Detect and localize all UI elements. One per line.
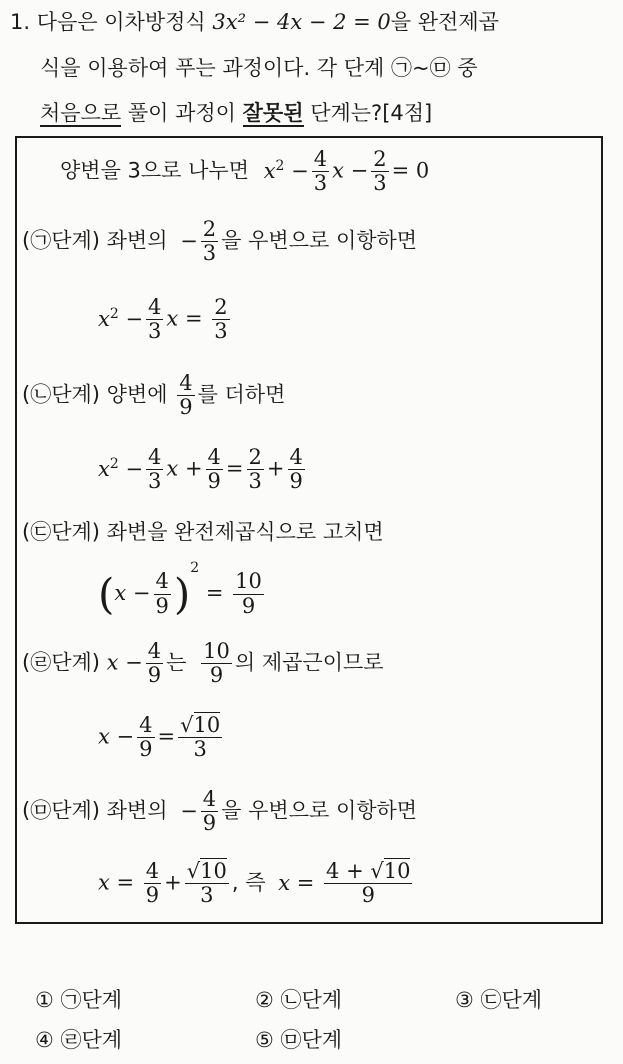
step-b-label: (㉡단계) 양변에 xyxy=(22,382,168,407)
question-equation: 3x² − 4x − 2 = 0 xyxy=(212,10,391,34)
choice-5-marker: ⑤ xyxy=(255,1028,274,1052)
step-e-tail: 을 우변으로 이항하면 xyxy=(221,798,418,823)
step-e-line: (㉤단계) 좌변의 − $\frac{4}{9}$ 을 우변으로 이항하면 xyxy=(22,787,418,836)
choice-3-marker: ③ xyxy=(455,988,474,1012)
step-b-tail: 를 더하면 xyxy=(197,382,286,407)
question-number: 1. xyxy=(10,10,31,34)
step-b-line: (㉡단계) 양변에 $\frac{4}{9}$ 를 더하면 xyxy=(22,371,286,420)
intro-line: 양변을 3으로 나누면 $x^2$ − $\frac{4}{3}$ x − $\frac{2}{3}$ = 0 xyxy=(60,147,430,196)
step-d-tail: 의 제곱근이므로 xyxy=(234,650,384,675)
question-text-c: 풀이 과정이 xyxy=(127,101,236,125)
step-e-equation: x = $\frac{4}{9}$ + $\frac{√10}{3}$ , 즉 x = $\frac{4 + √10}{9}$ xyxy=(98,859,411,908)
step-d-line: (㉣단계) x − $\frac{4}{9}$ 는 $\frac{10}{9}$ 의 제곱근이므로 xyxy=(22,639,384,688)
question-line-2: 식을 이용하여 푸는 과정이다. 각 단계 ㉠~㉤ 중 xyxy=(40,56,478,80)
intro-text: 양변을 3으로 나누면 xyxy=(60,158,249,183)
question-text-d: 단계는?[4점] xyxy=(310,101,433,125)
question-text-a: 다음은 이차방정식 xyxy=(36,10,206,34)
step-a-line: (㉠단계) 좌변의 − $\frac{2}{3}$ 을 우변으로 이항하면 xyxy=(22,217,418,266)
choice-2-marker: ② xyxy=(255,988,274,1012)
choice-4[interactable] xyxy=(35,1024,122,1054)
step-a-label: (㉠단계) 좌변의 xyxy=(22,228,168,253)
step-b-equation: $x^2$ − $\frac{4}{3}$ x + $\frac{4}{9}$ = $\frac{2}{3}$ + $\frac{4}{9}$ xyxy=(98,445,303,494)
choice-4-marker: ④ xyxy=(35,1028,54,1052)
question-line-1 xyxy=(10,6,499,36)
step-c-equation: (x − $\frac{4}{9}$ )$^2$ = $\frac{10}{9}$ xyxy=(98,560,262,619)
step-e-label: (㉤단계) 좌변의 xyxy=(22,798,168,823)
choice-1[interactable] xyxy=(35,984,122,1014)
final-sep: , 즉 xyxy=(231,870,266,895)
step-d-equation: x − $\frac{4}{9}$ = $\frac{√10}{3}$ xyxy=(98,713,221,762)
choice-4-label: ㉣단계 xyxy=(60,1028,123,1052)
choice-2-label: ㉡단계 xyxy=(280,988,343,1012)
choice-3-label: ㉢단계 xyxy=(480,988,543,1012)
step-a-equation: $x^2$ − $\frac{4}{3}$ x = $\frac{2}{3}$ xyxy=(98,295,228,344)
emphasis-first: 처음으로 xyxy=(40,101,122,125)
step-d-mid: 는 xyxy=(166,650,187,675)
choice-5[interactable] xyxy=(255,1024,342,1054)
step-a-tail: 을 우변으로 이항하면 xyxy=(221,228,418,253)
choice-2[interactable] xyxy=(255,984,342,1014)
question-text-b: 을 완전제곱 xyxy=(390,10,499,34)
choice-5-label: ㉤단계 xyxy=(280,1028,343,1052)
choice-1-label: ㉠단계 xyxy=(60,988,123,1012)
step-c-line: (㉢단계) 좌변을 완전제곱식으로 고치면 xyxy=(22,520,384,544)
question-line-3 xyxy=(40,97,432,127)
emphasis-wrong: 잘못된 xyxy=(242,101,304,125)
choice-1-marker: ① xyxy=(35,988,54,1012)
step-d-label: (㉣단계) xyxy=(22,650,100,675)
choice-3[interactable] xyxy=(455,984,542,1014)
